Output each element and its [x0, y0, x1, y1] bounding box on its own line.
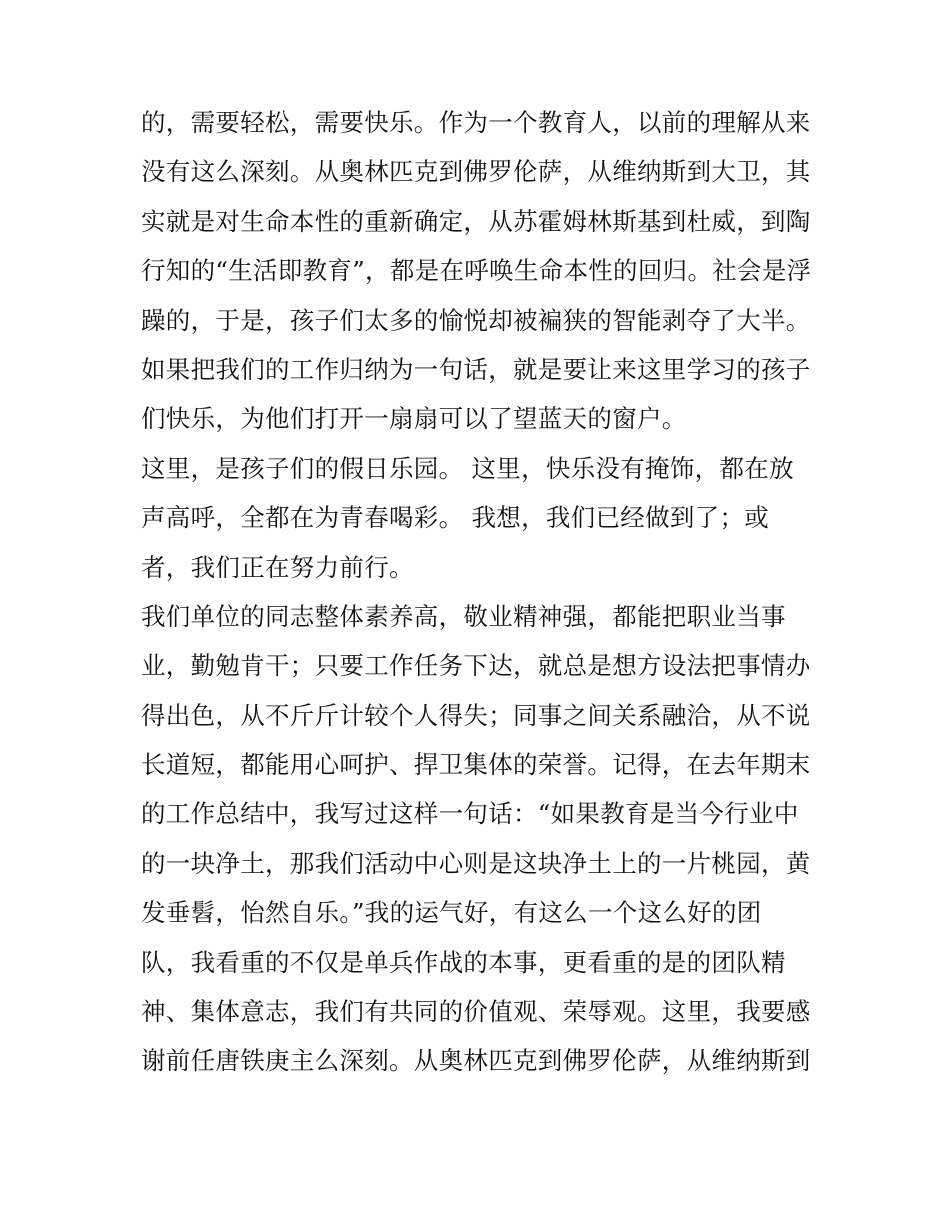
text-line: 业，勤勉肯干；只要工作任务下达，就总是想方设法把事情办 [141, 651, 811, 681]
text-line: 的，需要轻松，需要快乐。作为一个教育人，以前的理解从来 [141, 108, 811, 137]
text-line: 长道短，都能用心呵护、捍卫集体的荣誉。记得，在去年期末 [141, 750, 811, 780]
text-line: 声高呼，全都在为青春喝彩。 我想，我们已经做到了；或 [141, 503, 770, 533]
text-line: 神、集体意志，我们有共同的价值观、荣辱观。这里，我要感 [141, 997, 811, 1027]
text-line: 如果把我们的工作归纳为一句话，就是要让来这里学习的孩子 [141, 354, 811, 384]
text-line: 躁的，于是，孩子们太多的愉悦却被褊狭的智能剥夺了大半。 [141, 305, 811, 335]
text-line: 队，我看重的不仅是单兵作战的本事，更看重的是的团队精 [141, 947, 786, 977]
text-line: 发垂髫，怡然自乐。”我的运气好，有这么一个这么好的团 [141, 898, 762, 928]
text-line: 这里，是孩子们的假日乐园。 这里，快乐没有掩饰，都在放 [141, 453, 794, 483]
text-line: 没有这么深刻。从奥林匹克到佛罗伦萨，从维纳斯到大卫，其 [141, 157, 811, 187]
text-line: 的一块净土，那我们活动中心则是这块净土上的一片桃园，黄 [141, 848, 811, 878]
text-line: 谢前任唐铁庚主么深刻。从奥林匹克到佛罗伦萨，从维纳斯到 [141, 1046, 811, 1076]
text-line: 得出色，从不斤斤计较个人得失；同事之间关系融洽，从不说 [141, 700, 811, 730]
text-line: 行知的“生活即教育”，都是在呼唤生命本性的回归。社会是浮 [141, 256, 812, 286]
text-line: 的工作总结中，我写过这样一句话：“如果教育是当今行业中 [141, 799, 799, 829]
text-line: 们快乐，为他们打开一扇扇可以了望蓝天的窗户。 [141, 404, 687, 434]
text-line: 者，我们正在努力前行。 [141, 552, 414, 582]
text-line: 我们单位的同志整体素养高，敬业精神强，都能把职业当事 [141, 601, 786, 631]
text-line: 实就是对生命本性的重新确定，从苏霍姆林斯基到杜威，到陶 [141, 206, 811, 236]
body-text [141, 98, 821, 1086]
